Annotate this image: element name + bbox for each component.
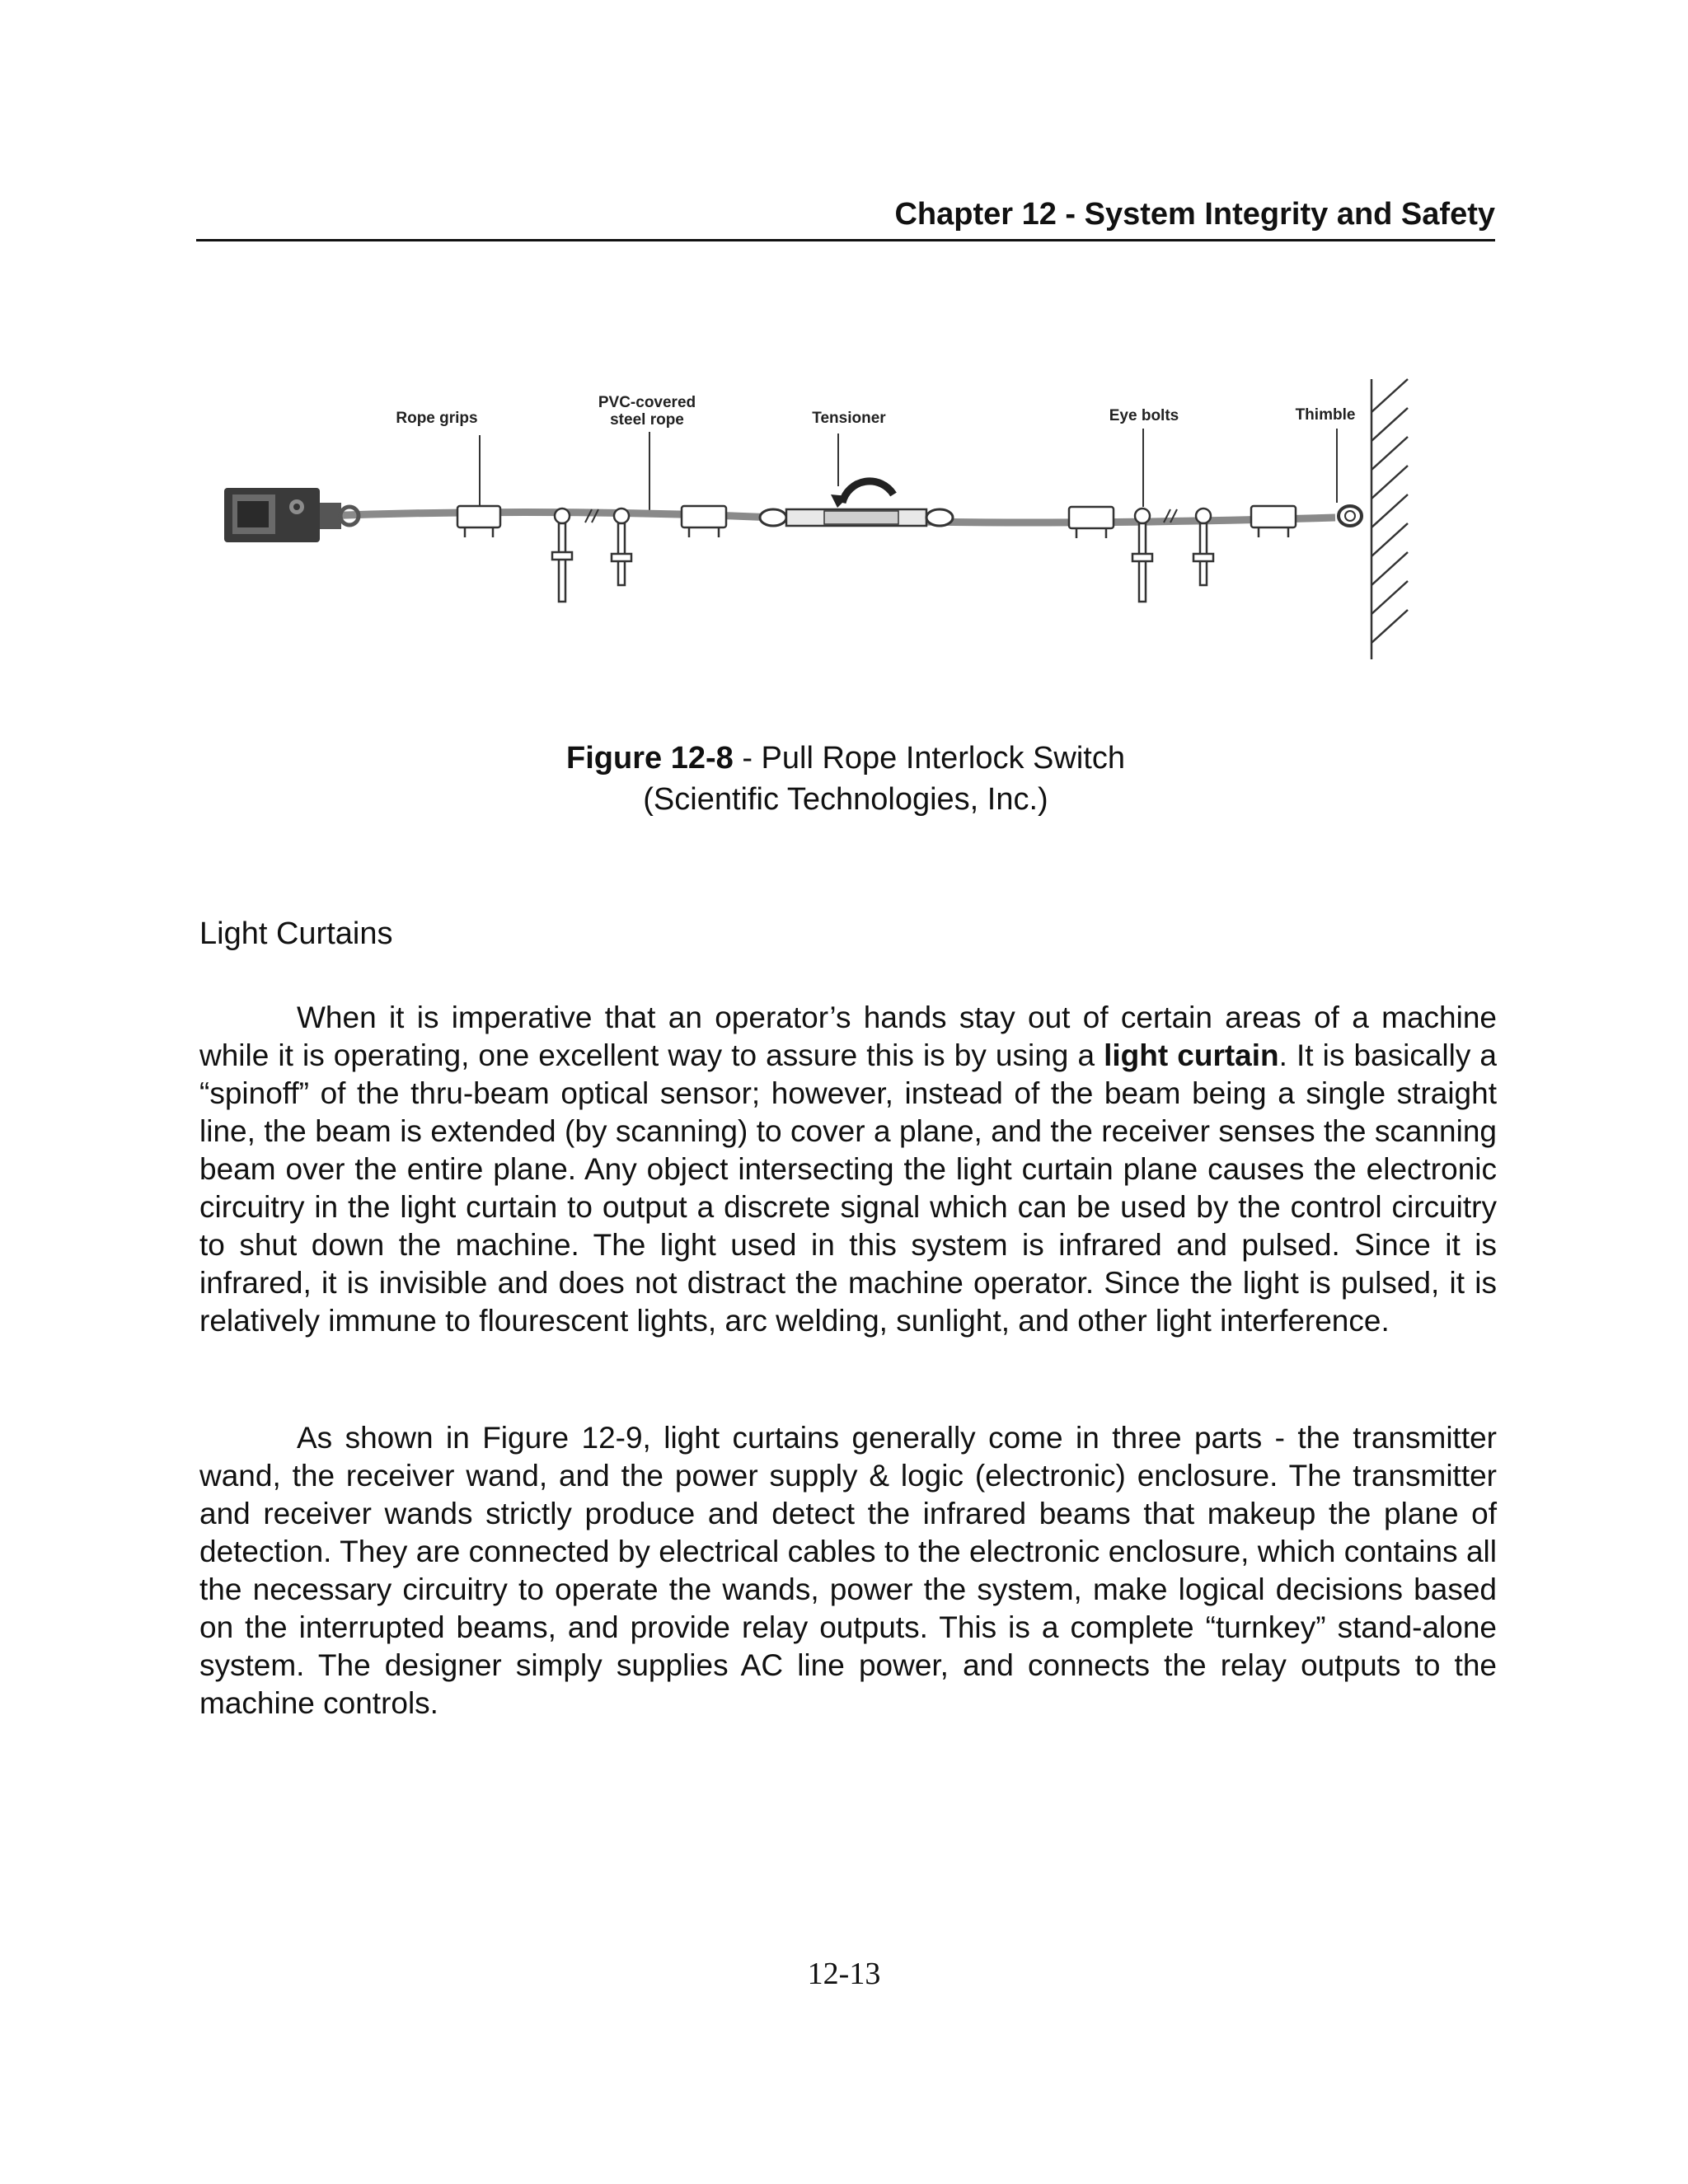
figure-caption [196, 738, 1495, 820]
tensioner [760, 481, 953, 526]
label-pvc-line2: steel rope [610, 411, 684, 429]
label-eye-bolts: Eye bolts [1109, 407, 1179, 424]
header-rule [196, 239, 1495, 241]
chapter-title: Chapter 12 - System Integrity and Safety [894, 197, 1495, 232]
label-rope-grips: Rope grips [396, 410, 478, 427]
thimble [1339, 506, 1362, 526]
paragraph-2: As shown in Figure 12-9, light curtains generally come in three parts - the transmitter wand, the receiver wand, and the power supply & logic (electronic) enclosure. The transmitter and receiver wands strictly produce and detect the infrared beams that makeup the plane of detection. They are connected by electrical cables to the electronic enclosure, which contains all the necessary circuitry to operate the wands, power the system, make logical decisions based on the interrupted beams, and provide relay outputs. This is a complete “turnkey” stand-alone system. The designer simply supplies AC line power, and connects the relay outputs to the machine controls. [199, 1421, 1497, 1720]
label-tensioner: Tensioner [812, 410, 886, 427]
label-pvc-line1: PVC-covered [598, 394, 696, 411]
switch-body [224, 488, 359, 542]
figure-title: - Pull Rope Interlock Switch [733, 741, 1125, 776]
page-number: 12-13 [807, 1957, 881, 1991]
section-heading: Light Curtains [199, 916, 393, 951]
caption-line-1 [196, 738, 1495, 779]
paragraph-1-text-b: . It is basically a “spinoff” of the thru-beam optical sensor; however, instead of the beam being a single straight line, the beam is extended (by scanning) to cover a plane, and the receiver senses the scanning beam over the entire plane. Any object intersecting the light curtain plane causes the electronic circuitry in the light curtain to output a discrete signal which can be used by the control circuitry to shut down the machine. The light used in this system is infrared and pulsed. Since it is infrared, it is invisible and does not distract the machine operator. Since the light is pulsed, it is relatively immune to flourescent lights, arc welding, sunlight, and other light interference. [199, 1038, 1497, 1338]
figure-number: Figure 12-8 [566, 741, 734, 776]
leader-lines [480, 429, 1337, 511]
label-thimble: Thimble [1295, 406, 1356, 424]
paragraph-1 [199, 999, 1497, 1340]
term-light-curtain: light curtain [1104, 1038, 1279, 1072]
figure-source: (Scientific Technologies, Inc.) [643, 782, 1048, 817]
pull-rope-diagram [214, 363, 1467, 717]
paragraph-1-text-a: When it is imperative that an operator’s hands stay out of certain areas of a machine while it is operating, one excellent way to assure this is by using a [199, 1001, 1497, 1072]
wall-hatch [1372, 379, 1408, 659]
